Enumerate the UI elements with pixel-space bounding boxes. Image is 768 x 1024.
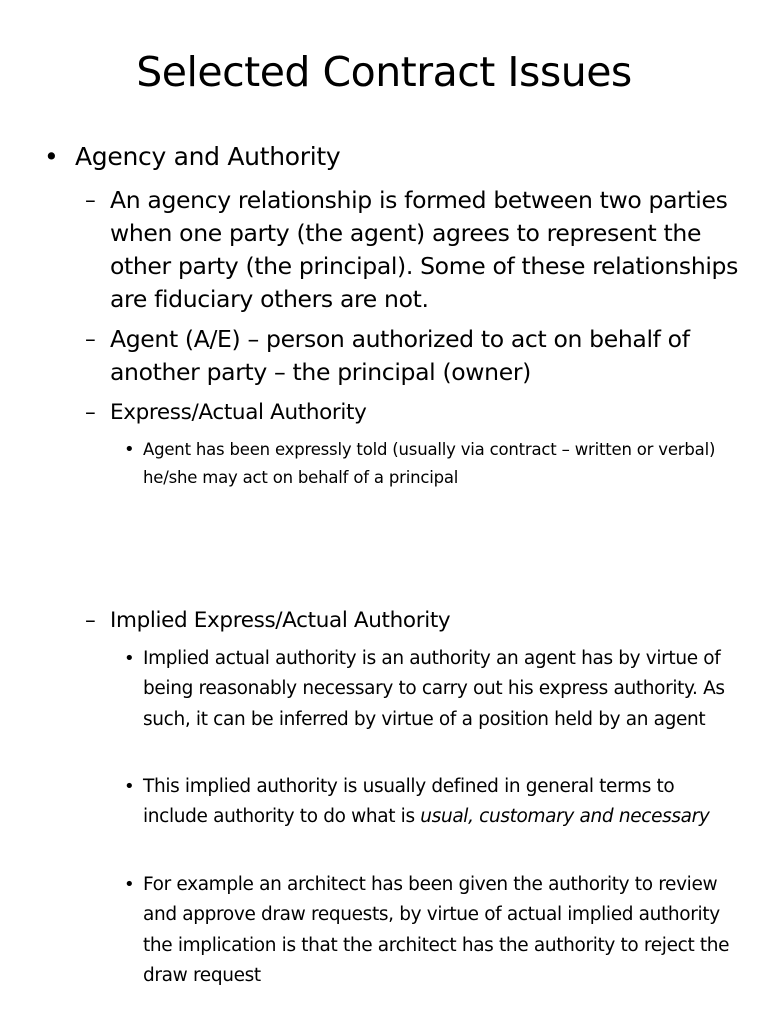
point-text: This implied authority is usually defined in general terms to include authority to do what is [143, 776, 675, 828]
point-text: For example an architect has been given the authority to review and approve draw requests, by virtue of actual implied authority the implication is that the architect has the authority to reject the draw request [143, 874, 730, 986]
point-implied-authority-scope [124, 772, 743, 833]
dash-marker: – [85, 608, 96, 633]
dash-marker: – [85, 327, 96, 352]
point-express-authority [124, 436, 743, 492]
subpoint-implied-authority [85, 604, 766, 637]
subpoint-text: Implied Express/Actual Authority [110, 608, 451, 633]
slide-title: Selected Contract Issues [136, 48, 632, 96]
bullet-marker: • [124, 776, 135, 797]
dash-marker: – [85, 188, 96, 213]
subpoint-text: Agent (A/E) – person authorized to act on behalf of another party – the principal (owner) [110, 325, 690, 386]
bullet-marker: • [124, 874, 135, 895]
bullet-marker: • [124, 648, 135, 669]
bullet-marker: • [124, 439, 135, 460]
point-text: Agent has been expressly told (usually via contract – written or verbal) he/she may act on behalf of a principal [143, 440, 716, 487]
point-implied-authority-example [124, 870, 743, 991]
bullet-agency-and-authority [44, 140, 768, 174]
subpoint-agent-definition [85, 323, 766, 389]
subpoint-express-authority [85, 396, 766, 429]
bullet-marker: • [44, 142, 59, 171]
point-implied-authority-definition [124, 644, 743, 735]
point-emphasis: usual, customary and necessary [420, 806, 710, 828]
point-text: Implied actual authority is an authority an agent has by virtue of being reasonably necessary to carry out his express authority. As such, it can be inferred by virtue of a position held by an agent [143, 648, 725, 730]
subpoint-text: An agency relationship is formed between two parties when one party (the agent) agrees to represent the other party (the principal). Some of these relationships are fiduciary others are not. [110, 186, 739, 313]
bullet-text: Agency and Authority [75, 142, 341, 171]
subpoint-agency-relationship [85, 184, 766, 316]
subpoint-text: Express/Actual Authority [110, 400, 367, 425]
dash-marker: – [85, 400, 96, 425]
